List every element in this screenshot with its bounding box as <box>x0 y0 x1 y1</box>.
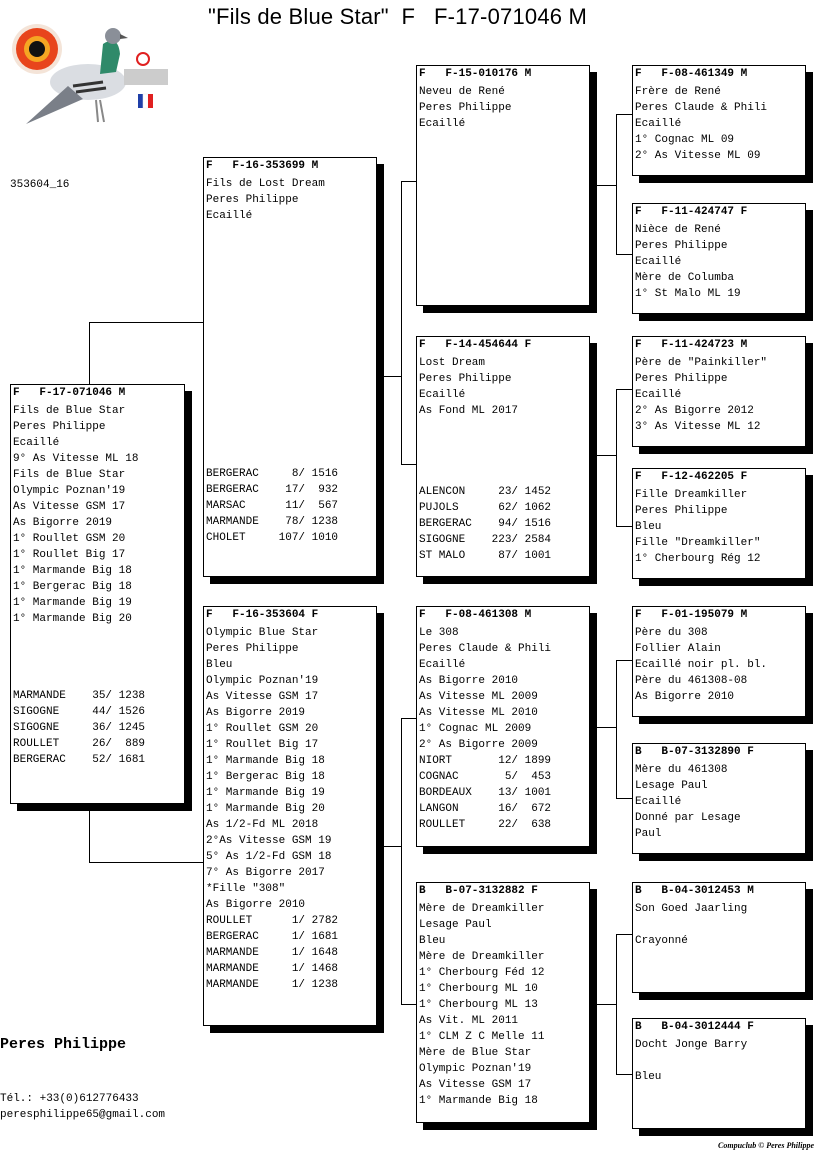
pigeon-card-ss-sire[interactable] <box>632 65 806 176</box>
pigeon-info-line: As Vitesse ML 2010 <box>419 707 538 719</box>
pigeon-info-line: Mère du 461308 <box>635 764 728 776</box>
pigeon-info-line: Mère de Dreamkiller <box>419 951 545 963</box>
pigeon-info-line: 1° St Malo ML 19 <box>635 288 741 300</box>
pigeon-info-line: As Bigorre 2019 <box>13 517 113 529</box>
pigeon-info-line: 1° Cherbourg Rég 12 <box>635 553 761 565</box>
connector <box>89 322 204 323</box>
pigeon-card-dd-dam[interactable] <box>632 1018 806 1129</box>
pigeon-info-line: As Bigorre 2010 <box>635 691 735 703</box>
pedigree-title: "Fils de Blue Star" F F-17-071046 M <box>208 4 588 29</box>
pigeon-info-line: 7° As Bigorre 2017 <box>206 867 325 879</box>
pigeon-info-line: Peres Claude & Phili <box>635 102 768 114</box>
pigeon-info-line: 1° Marmande Big 18 <box>206 755 325 767</box>
pigeon-info-line: Peres Philippe <box>13 421 106 433</box>
connector <box>376 376 401 377</box>
ring-number: B B-04-3012444 F <box>635 1021 754 1033</box>
connector <box>616 114 617 254</box>
ring-number: F F-12-462205 F <box>635 471 748 483</box>
connector <box>616 934 632 935</box>
connector <box>616 389 632 390</box>
pigeon-info-line: Peres Philippe <box>206 643 299 655</box>
pigeon-info-line: Son Goed Jaarling <box>635 903 748 915</box>
pigeon-info-line: Ecaillé <box>419 118 466 130</box>
pigeon-info-line: Peres Claude & Phili <box>419 643 552 655</box>
ring-number: B B-04-3012453 M <box>635 885 754 897</box>
pigeon-info-line: 1° Marmande Big 18 <box>13 565 132 577</box>
pigeon-info-line: MARMANDE 1/ 1468 <box>206 963 339 975</box>
pigeon-info-line: 1° Roullet GSM 20 <box>13 533 126 545</box>
ring-number: F F-16-353604 F <box>206 609 319 621</box>
pigeon-info-line: As Bigorre 2010 <box>419 675 519 687</box>
pigeon-info-line: Follier Alain <box>635 643 721 655</box>
pigeon-info-line: Peres Philippe <box>635 373 728 385</box>
pigeon-info-line: Ecaillé <box>635 256 682 268</box>
pigeon-info-line: 2° As Vitesse ML 09 <box>635 150 761 162</box>
owner-name: Peres Philippe <box>0 1036 127 1053</box>
pigeon-info-line: 1° Roullet GSM 20 <box>206 723 319 735</box>
ring-number: F F-15-010176 M <box>419 68 532 80</box>
pigeon-info-line: Peres Philippe <box>635 240 728 252</box>
pigeon-info-line: As Vitesse ML 2009 <box>419 691 538 703</box>
pigeon-info-line: LANGON 16/ 672 <box>419 803 552 815</box>
pigeon-info-line: Ecaillé <box>206 210 253 222</box>
pigeon-info-line: 1° Cognac ML 09 <box>635 134 735 146</box>
pigeon-info-line: MARMANDE 1/ 1648 <box>206 947 339 959</box>
pigeon-info-line: Paul <box>635 828 662 840</box>
pigeon-card-sire[interactable] <box>203 157 377 577</box>
pigeon-info-line: 1° Bergerac Big 18 <box>13 581 132 593</box>
ring-number: F F-01-195079 M <box>635 609 748 621</box>
owner-phone: Tél.: +33(0)612776433 <box>0 1093 139 1105</box>
pigeon-info-line: 1° Cherbourg Féd 12 <box>419 967 545 979</box>
race-result-row: SIGOGNE 44/ 1526 <box>13 706 146 718</box>
ring-number: F F-14-454644 F <box>419 339 532 351</box>
pigeon-card-ds-sire[interactable] <box>632 606 806 717</box>
pigeon-info-line: Ecaillé <box>635 796 682 808</box>
ring-number: F F-11-424747 F <box>635 206 748 218</box>
connector <box>616 798 632 799</box>
pigeon-info-line: Père du 461308-08 <box>635 675 748 687</box>
footer-credit: Compuclub © Peres Philippe <box>718 1141 814 1150</box>
pigeon-info-line: Le 308 <box>419 627 459 639</box>
pigeon-info-line: Fils de Lost Dream <box>206 178 325 190</box>
race-result-row: BERGERAC 8/ 1516 <box>206 468 339 480</box>
pigeon-info-line: 3° As Vitesse ML 12 <box>635 421 761 433</box>
pigeon-info-line: Crayonné <box>635 935 688 947</box>
eye-icon <box>12 24 62 74</box>
pigeon-info-line: Père de "Painkiller" <box>635 357 768 369</box>
pigeon-info-line: As Bigorre 2019 <box>206 707 306 719</box>
pigeon-info-line: COGNAC 5/ 453 <box>419 771 552 783</box>
race-result-row: PUJOLS 62/ 1062 <box>419 502 552 514</box>
pigeon-info-line: 1° Marmande Big 20 <box>13 613 132 625</box>
pigeon-card-subject[interactable] <box>10 384 185 804</box>
pigeon-info-line: Bleu <box>419 935 446 947</box>
pigeon-info-line: As Bigorre 2010 <box>206 899 306 911</box>
race-result-row: MARMANDE 78/ 1238 <box>206 516 339 528</box>
connector <box>590 185 616 186</box>
pigeon-card-ds-dam[interactable] <box>632 743 806 854</box>
connector <box>401 1004 417 1005</box>
race-result-row: SIGOGNE 223/ 2584 <box>419 534 552 546</box>
pigeon-info-line: Fille "Dreamkiller" <box>635 537 761 549</box>
pigeon-info-line: Peres Philippe <box>419 102 512 114</box>
pigeon-info-line: Donné par Lesage <box>635 812 741 824</box>
pigeon-info-line: Frère de René <box>635 86 721 98</box>
logo-badge <box>124 53 168 85</box>
pigeon-card-ss-dam[interactable] <box>632 203 806 314</box>
pigeon-info-line: Fils de Blue Star <box>13 469 126 481</box>
pigeon-info-line: Bleu <box>206 659 233 671</box>
pigeon-info-line: As Vitesse GSM 17 <box>13 501 126 513</box>
race-result-row: ST MALO 87/ 1001 <box>419 550 552 562</box>
connector <box>616 526 632 527</box>
connector <box>616 114 632 115</box>
pigeon-info-line: Nièce de René <box>635 224 721 236</box>
pigeon-info-line: 9° As Vitesse ML 18 <box>13 453 139 465</box>
pigeon-card-dd-sire[interactable] <box>632 882 806 993</box>
race-results <box>206 466 338 546</box>
pigeon-info-line: Ecaillé noir pl. bl. <box>635 659 768 671</box>
pigeon-info-line: 1° Marmande Big 20 <box>206 803 325 815</box>
pigeon-info-line: Ecaillé <box>635 389 682 401</box>
pigeon-info-line: Peres Philippe <box>419 373 512 385</box>
connector <box>590 455 616 456</box>
pigeon-info-line: BERGERAC 1/ 1681 <box>206 931 339 943</box>
connector <box>89 322 90 384</box>
connector <box>401 464 417 465</box>
pigeon-info-line: Père du 308 <box>635 627 708 639</box>
pigeon-info-line: 2° As Bigorre 2009 <box>419 739 538 751</box>
connector <box>89 862 204 863</box>
race-result-row: CHOLET 107/ 1010 <box>206 532 339 544</box>
pigeon-photo <box>8 14 183 129</box>
pigeon-info-line: As Vitesse GSM 17 <box>206 691 319 703</box>
race-result-row: MARMANDE 35/ 1238 <box>13 690 146 702</box>
pigeon-info-line: *Fille "308" <box>206 883 286 895</box>
race-results <box>13 688 145 768</box>
pigeon-info-line: 5° As 1/2-Fd GSM 18 <box>206 851 332 863</box>
ring-number: F F-16-353699 M <box>206 160 319 172</box>
connector <box>590 727 616 728</box>
pigeon-info-line: Ecaillé <box>419 389 466 401</box>
pigeon-card-dam[interactable] <box>203 606 377 1026</box>
pigeon-card-sire-sire[interactable] <box>416 65 590 306</box>
pigeon-info-line: 2°As Vitesse GSM 19 <box>206 835 332 847</box>
pigeon-info-line: As Vit. ML 2011 <box>419 1015 519 1027</box>
connector <box>401 718 417 719</box>
pigeon-card-dam-dam[interactable] <box>416 882 590 1123</box>
pigeon-card-sd-sire[interactable] <box>632 336 806 447</box>
owner-email[interactable]: peresphilippe65@gmail.com <box>0 1109 166 1121</box>
pigeon-info-line: ROULLET 1/ 2782 <box>206 915 339 927</box>
pigeon-info-line: Fils de Blue Star <box>13 405 126 417</box>
ring-number: F F-11-424723 M <box>635 339 748 351</box>
pigeon-card-dam-sire[interactable] <box>416 606 590 847</box>
pigeon-info-line: Peres Philippe <box>206 194 299 206</box>
pigeon-info-line: Olympic Poznan'19 <box>13 485 126 497</box>
reference-code: 353604_16 <box>10 179 70 191</box>
race-result-row: ALENCON 23/ 1452 <box>419 486 552 498</box>
ring-number: F F-08-461308 M <box>419 609 532 621</box>
pigeon-info-line: As Vitesse GSM 17 <box>419 1079 532 1091</box>
connector <box>616 1074 632 1075</box>
logo-area <box>8 14 183 129</box>
race-result-row: ROULLET 26/ 889 <box>13 738 146 750</box>
pigeon-info-line: 1° Cherbourg ML 13 <box>419 999 538 1011</box>
france-flag-icon <box>138 94 153 108</box>
pigeon-info-line: 1° Roullet Big 17 <box>13 549 126 561</box>
pigeon-info-line: ROULLET 22/ 638 <box>419 819 552 831</box>
pigeon-info-line: BORDEAUX 13/ 1001 <box>419 787 552 799</box>
connector <box>590 1004 616 1005</box>
pigeon-info-line: Mère de Columba <box>635 272 735 284</box>
pigeon-info-line: Lesage Paul <box>419 919 492 931</box>
pigeon-info-line: Docht Jonge Barry <box>635 1039 748 1051</box>
connector <box>89 804 90 862</box>
connector <box>401 718 402 1004</box>
pigeon-info-line: 1° Marmande Big 19 <box>13 597 132 609</box>
race-result-row: BERGERAC 52/ 1681 <box>13 754 146 766</box>
pigeon-info-line: 1° Cherbourg ML 10 <box>419 983 538 995</box>
pigeon-info-line: Lost Dream <box>419 357 486 369</box>
pigeon-info-line: Mère de Blue Star <box>419 1047 532 1059</box>
race-result-row: SIGOGNE 36/ 1245 <box>13 722 146 734</box>
connector <box>376 846 401 847</box>
race-results <box>419 484 551 564</box>
pigeon-info-line: 1° Marmande Big 19 <box>206 787 325 799</box>
pigeon-info-line: 2° As Bigorre 2012 <box>635 405 754 417</box>
pigeon-info-line: 1° Cognac ML 2009 <box>419 723 532 735</box>
pigeon-info-line: MARMANDE 1/ 1238 <box>206 979 339 991</box>
pigeon-info-line: Mère de Dreamkiller <box>419 903 545 915</box>
connector <box>616 254 632 255</box>
pigeon-info-line: Ecaillé <box>419 659 466 671</box>
pigeon-info-line: 1° Marmande Big 18 <box>419 1095 538 1107</box>
pigeon-info-line: Neveu de René <box>419 86 505 98</box>
pigeon-info-line: Peres Philippe <box>635 505 728 517</box>
race-result-row: MARSAC 11/ 567 <box>206 500 339 512</box>
connector <box>401 181 417 182</box>
pigeon-info-line: Ecaillé <box>13 437 60 449</box>
pigeon-card-sd-dam[interactable] <box>632 468 806 579</box>
pigeon-info-line: 1° Bergerac Big 18 <box>206 771 325 783</box>
ring-number: B B-07-3132882 F <box>419 885 538 897</box>
connector <box>616 660 617 798</box>
race-result-row: BERGERAC 94/ 1516 <box>419 518 552 530</box>
pigeon-info-line: Olympic Blue Star <box>206 627 319 639</box>
connector <box>616 660 632 661</box>
pigeon-card-sire-dam[interactable] <box>416 336 590 577</box>
pigeon-info-line: Fille Dreamkiller <box>635 489 748 501</box>
ring-number: B B-07-3132890 F <box>635 746 754 758</box>
pigeon-info-line: 1° CLM Z C Melle 11 <box>419 1031 545 1043</box>
pigeon-info-line <box>635 1053 803 1069</box>
pigeon-info-line: Olympic Poznan'19 <box>419 1063 532 1075</box>
pigeon-info-line: NIORT 12/ 1899 <box>419 755 552 767</box>
race-result-row: BERGERAC 17/ 932 <box>206 484 339 496</box>
ring-number: F F-08-461349 M <box>635 68 748 80</box>
pigeon-info-line: Bleu <box>635 521 662 533</box>
ring-number: F F-17-071046 M <box>13 387 126 399</box>
connector <box>616 934 617 1074</box>
pigeon-info-line: 1° Roullet Big 17 <box>206 739 319 751</box>
pigeon-info-line: Ecaillé <box>635 118 682 130</box>
pigeon-info-line: Bleu <box>635 1071 662 1083</box>
pigeon-info-line: As Fond ML 2017 <box>419 405 519 417</box>
pigeon-info-line: As 1/2-Fd ML 2018 <box>206 819 319 831</box>
pigeon-info-line: Olympic Poznan'19 <box>206 675 319 687</box>
pigeon-info-line: Lesage Paul <box>635 780 708 792</box>
pigeon-info-line <box>635 917 803 933</box>
connector <box>401 181 402 464</box>
connector <box>616 389 617 526</box>
